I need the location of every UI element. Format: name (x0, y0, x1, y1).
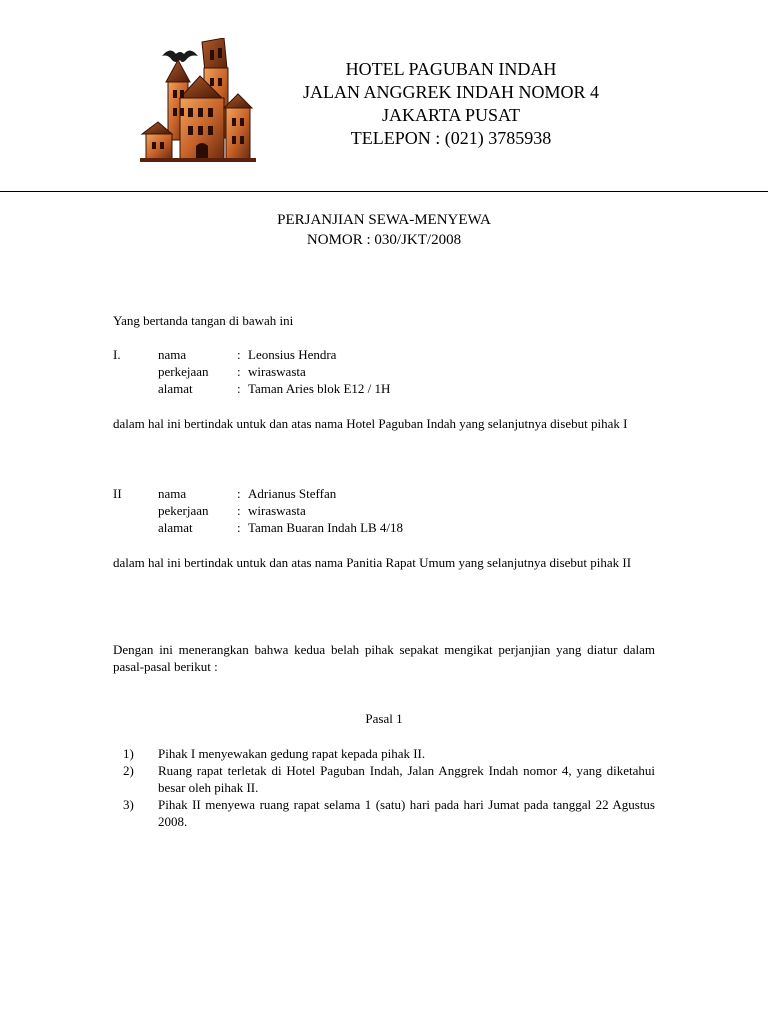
article-item-number: 2) (123, 763, 134, 778)
colon: : (237, 520, 241, 535)
article-item-text: Ruang rapat terletak di Hotel Paguban Indah, Jalan Anggrek Indah nomor 4, yang diketahui besar oleh pihak II. (158, 763, 655, 795)
colon: : (237, 347, 241, 362)
agreement-text: Dengan ini menerangkan bahwa kedua belah pihak sepakat mengikat perjanjian yang diatur dalam pasal-pasal berikut : (113, 642, 655, 674)
hotel-phone: TELEPON : (021) 3785938 (350, 128, 552, 148)
party-1-job-value: wiraswasta (248, 364, 306, 379)
party-2-address-label: alamat (158, 520, 193, 535)
hotel-logo (140, 38, 256, 164)
hotel-name: HOTEL PAGUBAN INDAH (345, 59, 557, 79)
colon: : (237, 381, 241, 396)
document-title: PERJANJIAN SEWA-MENYEWA (277, 212, 491, 228)
party-2-name-label: nama (158, 486, 187, 501)
colon: : (237, 486, 241, 501)
article-item-number: 3) (123, 797, 134, 812)
party-2-statement: dalam hal ini bertindak untuk dan atas nama Panitia Rapat Umum yang selanjutnya disebut pihak II (113, 555, 632, 570)
intro-text: Yang bertanda tangan di bawah ini (113, 313, 294, 328)
haunted-hotel-icon (140, 38, 256, 164)
party-1-address-value: Taman Aries blok E12 / 1H (248, 381, 391, 396)
article-title: Pasal 1 (365, 711, 403, 726)
hotel-address: JALAN ANGGREK INDAH NOMOR 4 (303, 82, 599, 102)
hotel-city: JAKARTA PUSAT (381, 105, 520, 125)
party-2-address-value: Taman Buaran Indah LB 4/18 (248, 520, 404, 535)
party-2-job-value: wiraswasta (248, 503, 306, 518)
party-1-job-label: perkejaan (158, 364, 209, 379)
article-item-text: Pihak I menyewakan gedung rapat kepada pihak II. (158, 746, 426, 761)
colon: : (237, 503, 241, 518)
bat-icon (162, 50, 198, 62)
article-item-number: 1) (123, 746, 134, 761)
party-1-address-label: alamat (158, 381, 193, 396)
party-1-number: I. (113, 347, 121, 362)
colon: : (237, 364, 241, 379)
document-number: NOMOR : 030/JKT/2008 (306, 232, 462, 248)
party-2-name-value: Adrianus Steffan (248, 486, 337, 501)
party-2-job-label: pekerjaan (158, 503, 209, 518)
party-1-statement: dalam hal ini bertindak untuk dan atas nama Hotel Paguban Indah yang selanjutnya disebut pihak I (113, 416, 628, 431)
header-divider (0, 191, 768, 192)
article-item-text: Pihak II menyewa ruang rapat selama 1 (satu) hari pada hari Jumat pada tanggal 22 Agustus 2008. (158, 797, 655, 829)
party-1-name-value: Leonsius Hendra (248, 347, 337, 362)
party-2-number: II (113, 486, 122, 501)
party-1-name-label: nama (158, 347, 187, 362)
